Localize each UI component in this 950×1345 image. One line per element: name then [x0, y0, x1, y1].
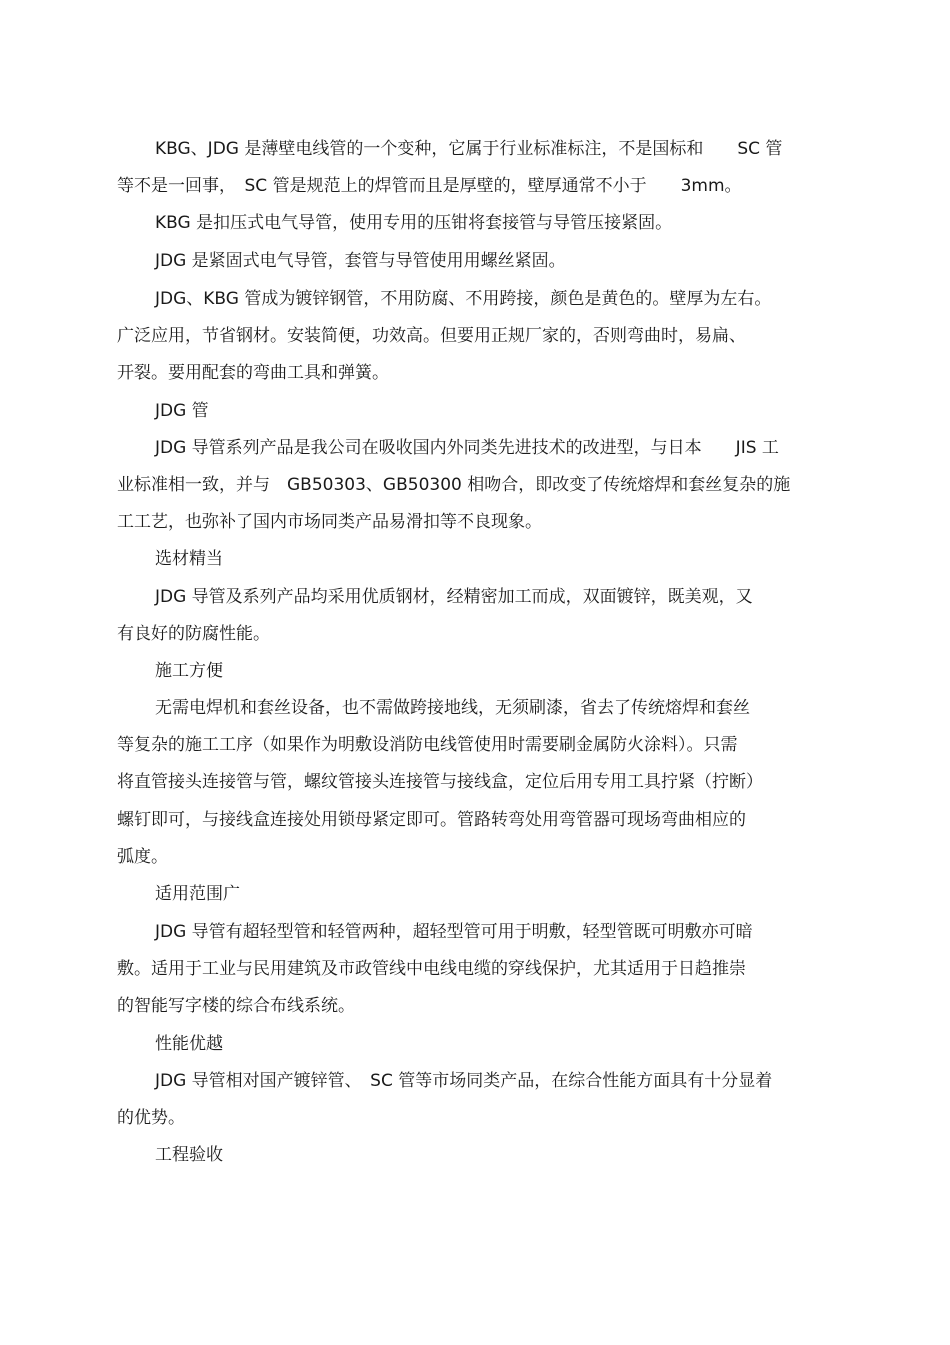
text-line: 的优势。 [117, 1108, 185, 1128]
text-line: 选材精当 [155, 549, 223, 569]
text-line: JDG 导管有超轻型管和轻管两种，超轻型管可用于明敷，轻型管既可明敷亦可暗 [155, 922, 753, 942]
text-line: 工工艺，也弥补了国内市场同类产品易滑扣等不良现象。 [117, 512, 542, 532]
text-line: 将直管接头连接管与管，螺纹管接头连接管与接线盒，定位后用专用工具拧紧（拧断） [117, 772, 763, 792]
text-line: 性能优越 [155, 1034, 223, 1054]
text-line: 的智能写字楼的综合布线系统。 [117, 996, 355, 1016]
text-line: 等复杂的施工工序（如果作为明敷设消防电线管使用时需要刷金属防火涂料）。只需 [117, 735, 738, 755]
text-line: 工程验收 [155, 1145, 223, 1165]
text-line: 敷。适用于工业与民用建筑及市政管线中电线电缆的穿线保护，尤其适用于日趋推崇 [117, 959, 746, 979]
text-line: JDG 导管及系列产品均采用优质钢材，经精密加工而成，双面镀锌，既美观，又 [155, 587, 753, 607]
text-line: 有良好的防腐性能。 [117, 624, 270, 644]
text-line: JDG 导管相对国产镀锌管、 SC 管等市场同类产品，在综合性能方面具有十分显着 [155, 1071, 773, 1091]
text-line: 广泛应用，节省钢材。安装简便，功效高。但要用正规厂家的，否则弯曲时，易扁、 [117, 326, 746, 346]
text-line: 开裂。要用配套的弯曲工具和弹簧。 [117, 363, 389, 383]
text-line: 业标准相一致，并与 GB50303、GB50300 相吻合，即改变了传统熔焊和套丝复杂的施 [117, 475, 791, 495]
text-line: JDG 管 [155, 401, 209, 421]
text-line: 等不是一回事， SC 管是规范上的焊管而且是厚壁的，壁厚通常不小于 3mm。 [117, 176, 742, 196]
text-line: 弧度。 [117, 847, 168, 867]
text-line: 无需电焊机和套丝设备，也不需做跨接地线，无须刷漆，省去了传统熔焊和套丝 [155, 698, 750, 718]
text-line: JDG、KBG 管成为镀锌钢管，不用防腐、不用跨接，颜色是黄色的。壁厚为左右。 [155, 289, 772, 309]
text-line: JDG 导管系列产品是我公司在吸收国内外同类先进技术的改进型，与日本 JIS 工 [155, 438, 779, 458]
text-line: KBG、JDG 是薄壁电线管的一个变种，它属于行业标准标注，不是国标和 SC 管 [155, 139, 783, 159]
text-line: 螺钉即可，与接线盒连接处用锁母紧定即可。管路转弯处用弯管器可现场弯曲相应的 [117, 810, 746, 830]
text-line: KBG 是扣压式电气导管，使用专用的压钳将套接管与导管压接紧固。 [155, 213, 673, 233]
text-line: JDG 是紧固式电气导管，套管与导管使用用螺丝紧固。 [155, 251, 566, 271]
text-line: 适用范围广 [155, 884, 240, 904]
text-line: 施工方便 [155, 661, 223, 681]
